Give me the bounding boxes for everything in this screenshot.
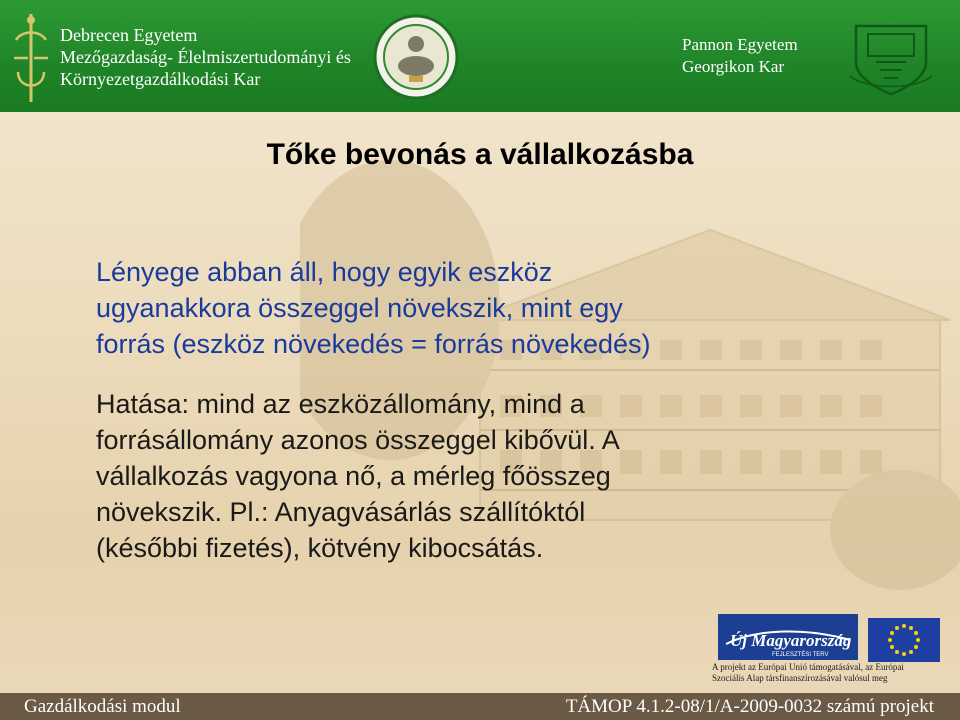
effect-line-2: forrásállomány azonos összeggel kibővül. A bbox=[96, 425, 620, 455]
faculty-seal-icon bbox=[373, 14, 459, 100]
uj-magyarorszag-logo bbox=[718, 614, 858, 660]
header-right-line-1: Pannon Egyetem bbox=[682, 35, 798, 54]
header-left-line-2: Mezőgazdaság- Élelmiszertudományi és bbox=[60, 47, 351, 67]
header-left-line-1: Debrecen Egyetem bbox=[60, 25, 198, 45]
definition-paragraph bbox=[96, 254, 876, 362]
slide-footer bbox=[0, 693, 960, 720]
effect-paragraph bbox=[96, 386, 876, 566]
header-university-name bbox=[60, 24, 351, 90]
definition-line-1: Lényege abban áll, hogy egyik eszköz bbox=[96, 257, 553, 287]
slide-title: Tőke bevonás a vállalkozásba bbox=[266, 138, 694, 171]
footer-project-id: TÁMOP 4.1.2-08/1/A-2009-0032 számú projekt bbox=[565, 696, 934, 717]
effect-line-4: növekszik. Pl.: Anyagvásárlás szállítóktól bbox=[96, 497, 586, 527]
slide-header bbox=[0, 0, 960, 112]
university-crest-icon bbox=[8, 10, 54, 106]
header-right-line-2: Georgikon Kar bbox=[682, 57, 785, 76]
effect-line-1: Hatása: mind az eszközállomány, mind a bbox=[96, 389, 585, 419]
definition-line-3: forrás (eszköz növekedés = forrás növekedés) bbox=[96, 329, 651, 359]
partner-university-emblem-icon bbox=[846, 18, 936, 98]
svg-text:Új Magyarország: Új Magyarország bbox=[730, 631, 852, 650]
funding-note-line-2: Szociális Alap társfinanszírozásával valósul meg bbox=[712, 673, 888, 683]
footer-module-name: Gazdálkodási modul bbox=[24, 696, 181, 717]
eu-flag-icon bbox=[868, 618, 940, 662]
effect-line-3: vállalkozás vagyona nő, a mérleg főösszeg bbox=[96, 461, 611, 491]
funding-note bbox=[712, 662, 944, 684]
definition-line-2: ugyanakkora összeggel növekszik, mint egy bbox=[96, 293, 623, 323]
funding-logos bbox=[712, 614, 944, 690]
funding-note-line-1: A projekt az Európai Unió támogatásával, az Európai bbox=[712, 662, 904, 672]
header-left-line-3: Környezetgazdálkodási Kar bbox=[60, 69, 261, 89]
svg-text:FEJLESZTÉSI TERV: FEJLESZTÉSI TERV bbox=[772, 652, 829, 658]
effect-line-5: (későbbi fizetés), kötvény kibocsátás. bbox=[96, 533, 544, 563]
header-partner-name bbox=[682, 34, 798, 78]
